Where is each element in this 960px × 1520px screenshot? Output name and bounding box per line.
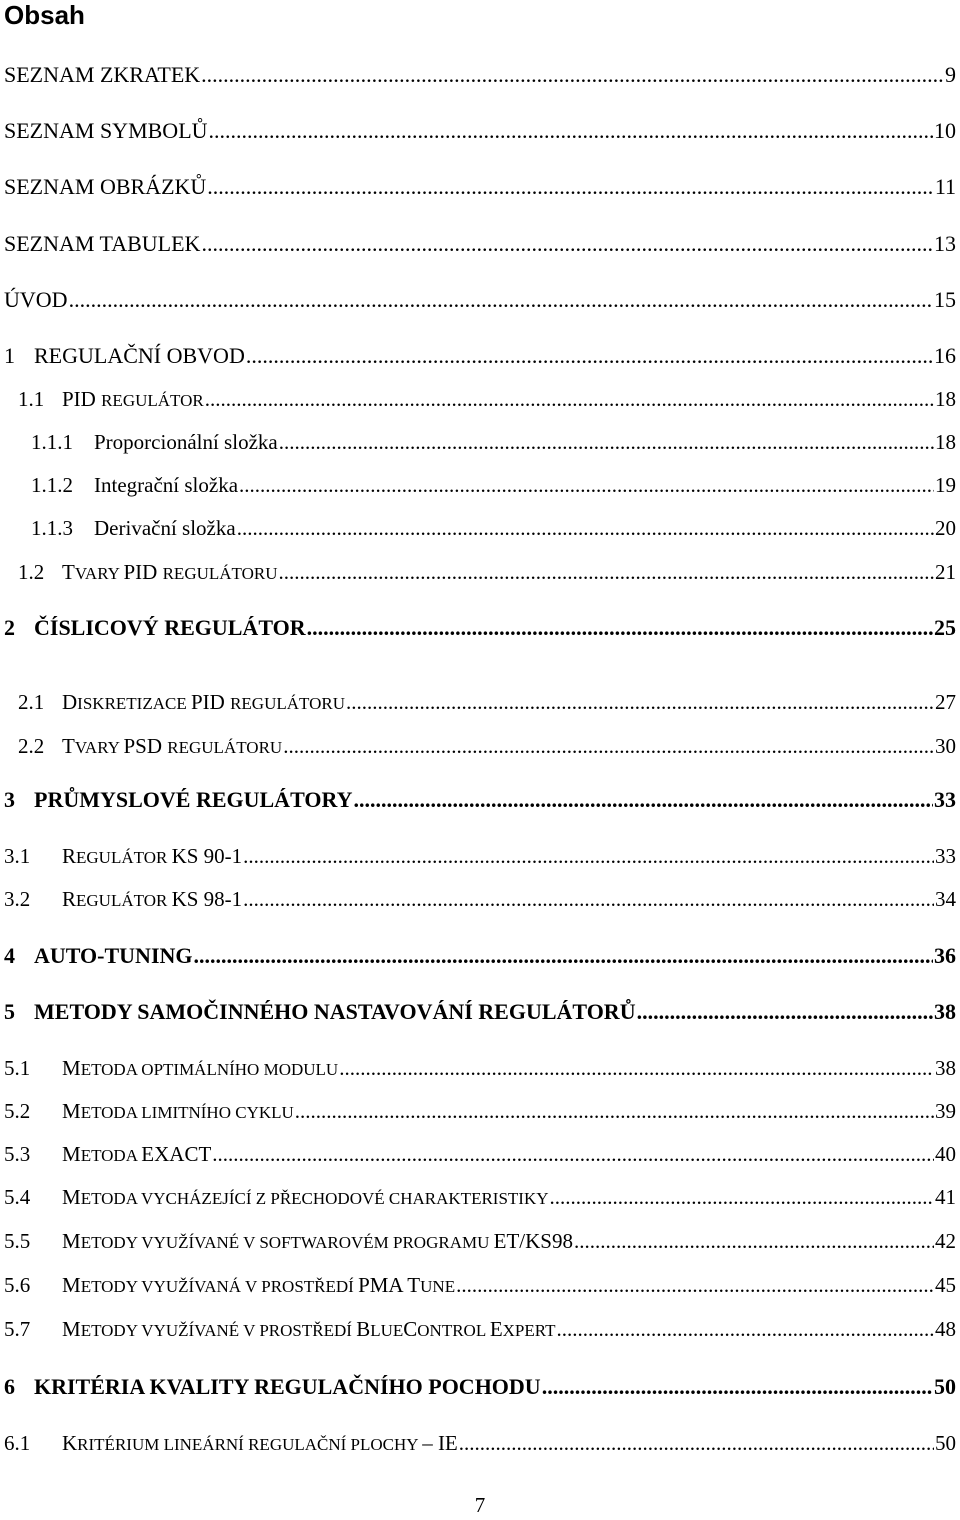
toc-leader-dots (456, 1270, 934, 1300)
toc-entry-title: PID REGULÁTOR (62, 387, 204, 411)
toc-leader-dots (201, 229, 933, 259)
toc-entry-number: 5.7 (4, 1317, 31, 1341)
toc-entry-page: 13 (934, 231, 956, 256)
toc-entry-page: 11 (934, 174, 956, 199)
toc-leader-dots (283, 731, 934, 761)
toc-leader-dots (346, 687, 934, 717)
toc-entry-page: 45 (935, 1273, 956, 1297)
toc-entry-page: 48 (935, 1317, 956, 1341)
toc-entry-title: ČÍSLICOVÝ REGULÁTOR (34, 615, 306, 640)
toc-entry-number: 3.1 (4, 844, 31, 868)
toc-entry-title: AUTO-TUNING (34, 943, 193, 968)
toc-entry-number: 1 (4, 343, 15, 368)
toc-entry-page: 10 (934, 118, 956, 143)
toc-entry-section-1-1[interactable] (18, 384, 956, 414)
toc-entry-page: 38 (934, 999, 956, 1024)
toc-entry-page: 20 (935, 516, 956, 540)
toc-entry-number: 5 (4, 999, 15, 1024)
toc-entry-chapter-6[interactable] (4, 1372, 956, 1402)
toc-leader-dots (69, 285, 933, 315)
toc-entry-title: METODA EXACT (62, 1142, 212, 1166)
toc-entry-title: SEZNAM ZKRATEK (4, 62, 201, 87)
toc-entry-section-2-2[interactable] (18, 731, 956, 761)
toc-entry-page: 18 (935, 387, 956, 411)
toc-entry-number: 6.1 (4, 1431, 31, 1455)
toc-entry-number: 3.2 (4, 887, 31, 911)
toc-leader-dots (459, 1428, 934, 1458)
toc-leader-dots (279, 557, 934, 587)
toc-leader-dots (246, 341, 933, 371)
toc-entry-title: TVARY PSD REGULÁTORU (62, 734, 283, 758)
toc-entry-page: 9 (945, 62, 956, 87)
toc-entry-chapter-4[interactable] (4, 941, 956, 971)
toc-entry-title: REGULÁTOR KS 98-1 (62, 887, 243, 911)
toc-entry-page: 40 (935, 1142, 956, 1166)
toc-leader-dots (550, 1182, 934, 1212)
toc-entry-title: SEZNAM OBRÁZKŮ (4, 174, 207, 199)
toc-entry-section-5-7[interactable] (4, 1314, 956, 1344)
toc-entry-seznam-obrazku[interactable] (4, 172, 956, 202)
toc-entry-chapter-5[interactable] (4, 997, 956, 1027)
page-title: Obsah (4, 0, 85, 30)
toc-entry-title: REGULÁTOR KS 90-1 (62, 844, 243, 868)
toc-entry-number: 1.1.3 (31, 516, 73, 540)
toc-leader-dots (237, 513, 934, 543)
toc-leader-dots (339, 1053, 934, 1083)
toc-leader-dots (353, 785, 933, 815)
toc-entry-subsection-1-1-2[interactable] (31, 470, 956, 500)
toc-entry-page: 21 (935, 560, 956, 584)
page-number: 7 (474, 1493, 486, 1517)
toc-entry-page: 27 (935, 690, 956, 714)
toc-entry-number: 1.1.1 (31, 430, 73, 454)
toc-leader-dots (574, 1226, 934, 1256)
toc-entry-title: Derivační složka (94, 516, 236, 540)
toc-entry-title: KRITÉRIUM LINEÁRNÍ REGULAČNÍ PLOCHY – IE (62, 1431, 458, 1455)
toc-entry-number: 5.4 (4, 1185, 31, 1209)
toc-entry-page: 33 (935, 844, 956, 868)
toc-entry-section-5-1[interactable] (4, 1053, 956, 1083)
toc-entry-uvod[interactable] (4, 285, 956, 315)
toc-entry-chapter-1[interactable] (4, 341, 956, 371)
toc-leader-dots (295, 1096, 934, 1126)
toc-leader-dots (637, 997, 933, 1027)
toc-entry-page: 41 (935, 1185, 956, 1209)
toc-entry-section-3-2[interactable] (4, 884, 956, 914)
toc-entry-number: 1.1 (18, 387, 45, 411)
toc-entry-page: 19 (935, 473, 956, 497)
toc-entry-page: 50 (935, 1431, 956, 1455)
toc-leader-dots (205, 384, 934, 414)
toc-entry-subsection-1-1-3[interactable] (31, 513, 956, 543)
toc-entry-title: METODA LIMITNÍHO CYKLU (62, 1099, 294, 1123)
toc-entry-number: 2 (4, 615, 15, 640)
toc-entry-section-5-2[interactable] (4, 1096, 956, 1126)
toc-entry-page: 34 (935, 887, 956, 911)
toc-entry-number: 1.2 (18, 560, 45, 584)
toc-entry-section-6-1[interactable] (4, 1428, 956, 1458)
toc-entry-seznam-symbolu[interactable] (4, 116, 956, 146)
toc-leader-dots (307, 613, 933, 643)
toc-entry-page: 50 (934, 1374, 956, 1399)
toc-entry-section-2-1[interactable] (18, 687, 956, 717)
toc-entry-chapter-3[interactable] (4, 785, 956, 815)
toc-entry-title: Proporcionální složka (94, 430, 278, 454)
toc-leader-dots (207, 172, 934, 202)
toc-entry-page: 33 (934, 787, 956, 812)
toc-entry-page: 25 (934, 615, 956, 640)
toc-entry-number: 2.1 (18, 690, 45, 714)
toc-entry-seznam-tabulek[interactable] (4, 229, 956, 259)
toc-entry-page: 38 (935, 1056, 956, 1080)
toc-entry-number: 5.6 (4, 1273, 31, 1297)
toc-entry-page: 42 (935, 1229, 956, 1253)
toc-entry-title: SEZNAM TABULEK (4, 231, 201, 256)
toc-entry-page: 36 (934, 943, 956, 968)
toc-entry-section-5-3[interactable] (4, 1139, 956, 1169)
toc-entry-title: ÚVOD (4, 287, 68, 312)
toc-entry-number: 5.2 (4, 1099, 31, 1123)
toc-entry-title: REGULAČNÍ OBVOD (34, 343, 245, 368)
toc-entry-subsection-1-1-1[interactable] (31, 427, 956, 457)
toc-entry-number: 5.1 (4, 1056, 31, 1080)
toc-entry-title: METODY VYUŽÍVANÉ V PROSTŘEDÍ BLUECONTROL EXPERT (62, 1317, 556, 1341)
toc-entry-section-5-5[interactable] (4, 1226, 956, 1256)
toc-entry-number: 2.2 (18, 734, 45, 758)
toc-entry-title: DISKRETIZACE PID REGULÁTORU (62, 690, 345, 714)
toc-entry-title: PRŮMYSLOVÉ REGULÁTORY (34, 787, 353, 812)
toc-leader-dots (279, 427, 934, 457)
toc-entry-title: METODY VYUŽÍVANÉ V SOFTWAROVÉM PROGRAMU ET/KS98 (62, 1229, 573, 1253)
toc-leader-dots (194, 941, 933, 971)
toc-leader-dots (243, 884, 934, 914)
toc-entry-title: METODY VYUŽÍVANÁ V PROSTŘEDÍ PMA TUNE (62, 1273, 456, 1297)
toc-entry-title: METODA OPTIMÁLNÍHO MODULU (62, 1056, 339, 1080)
toc-leader-dots (212, 1139, 934, 1169)
toc-leader-dots (201, 60, 944, 90)
toc-entry-section-5-4[interactable] (4, 1182, 956, 1212)
toc-leader-dots (556, 1314, 934, 1344)
toc-entry-seznam-zkratek[interactable] (4, 60, 956, 90)
toc-entry-page: 39 (935, 1099, 956, 1123)
toc-leader-dots (243, 841, 934, 871)
toc-entry-number: 6 (4, 1374, 15, 1399)
toc-entry-title: KRITÉRIA KVALITY REGULAČNÍHO POCHODU (34, 1374, 541, 1399)
toc-entry-section-5-6[interactable] (4, 1270, 956, 1300)
toc-entry-number: 4 (4, 943, 15, 968)
toc-entry-page: 16 (934, 343, 956, 368)
toc-entry-section-1-2[interactable] (18, 557, 956, 587)
toc-entry-number: 5.5 (4, 1229, 31, 1253)
toc-leader-dots (209, 116, 933, 146)
toc-entry-number: 3 (4, 787, 15, 812)
toc-entry-title: METODY SAMOČINNÉHO NASTAVOVÁNÍ REGULÁTORŮ (34, 999, 636, 1024)
toc-leader-dots (239, 470, 934, 500)
toc-entry-section-3-1[interactable] (4, 841, 956, 871)
toc-entry-title: Integrační složka (94, 473, 239, 497)
toc-entry-title: METODA VYCHÁZEJÍCÍ Z PŘECHODOVÉ CHARAKTERISTIKY (62, 1185, 549, 1209)
toc-leader-dots (542, 1372, 933, 1402)
toc-entry-page: 15 (934, 287, 956, 312)
toc-entry-number: 5.3 (4, 1142, 31, 1166)
toc-entry-title: TVARY PID REGULÁTORU (62, 560, 278, 584)
toc-entry-title: SEZNAM SYMBOLŮ (4, 118, 208, 143)
toc-entry-page: 30 (935, 734, 956, 758)
toc-entry-number: 1.1.2 (31, 473, 73, 497)
toc-entry-page: 18 (935, 430, 956, 454)
toc-entry-chapter-2[interactable] (4, 613, 956, 643)
